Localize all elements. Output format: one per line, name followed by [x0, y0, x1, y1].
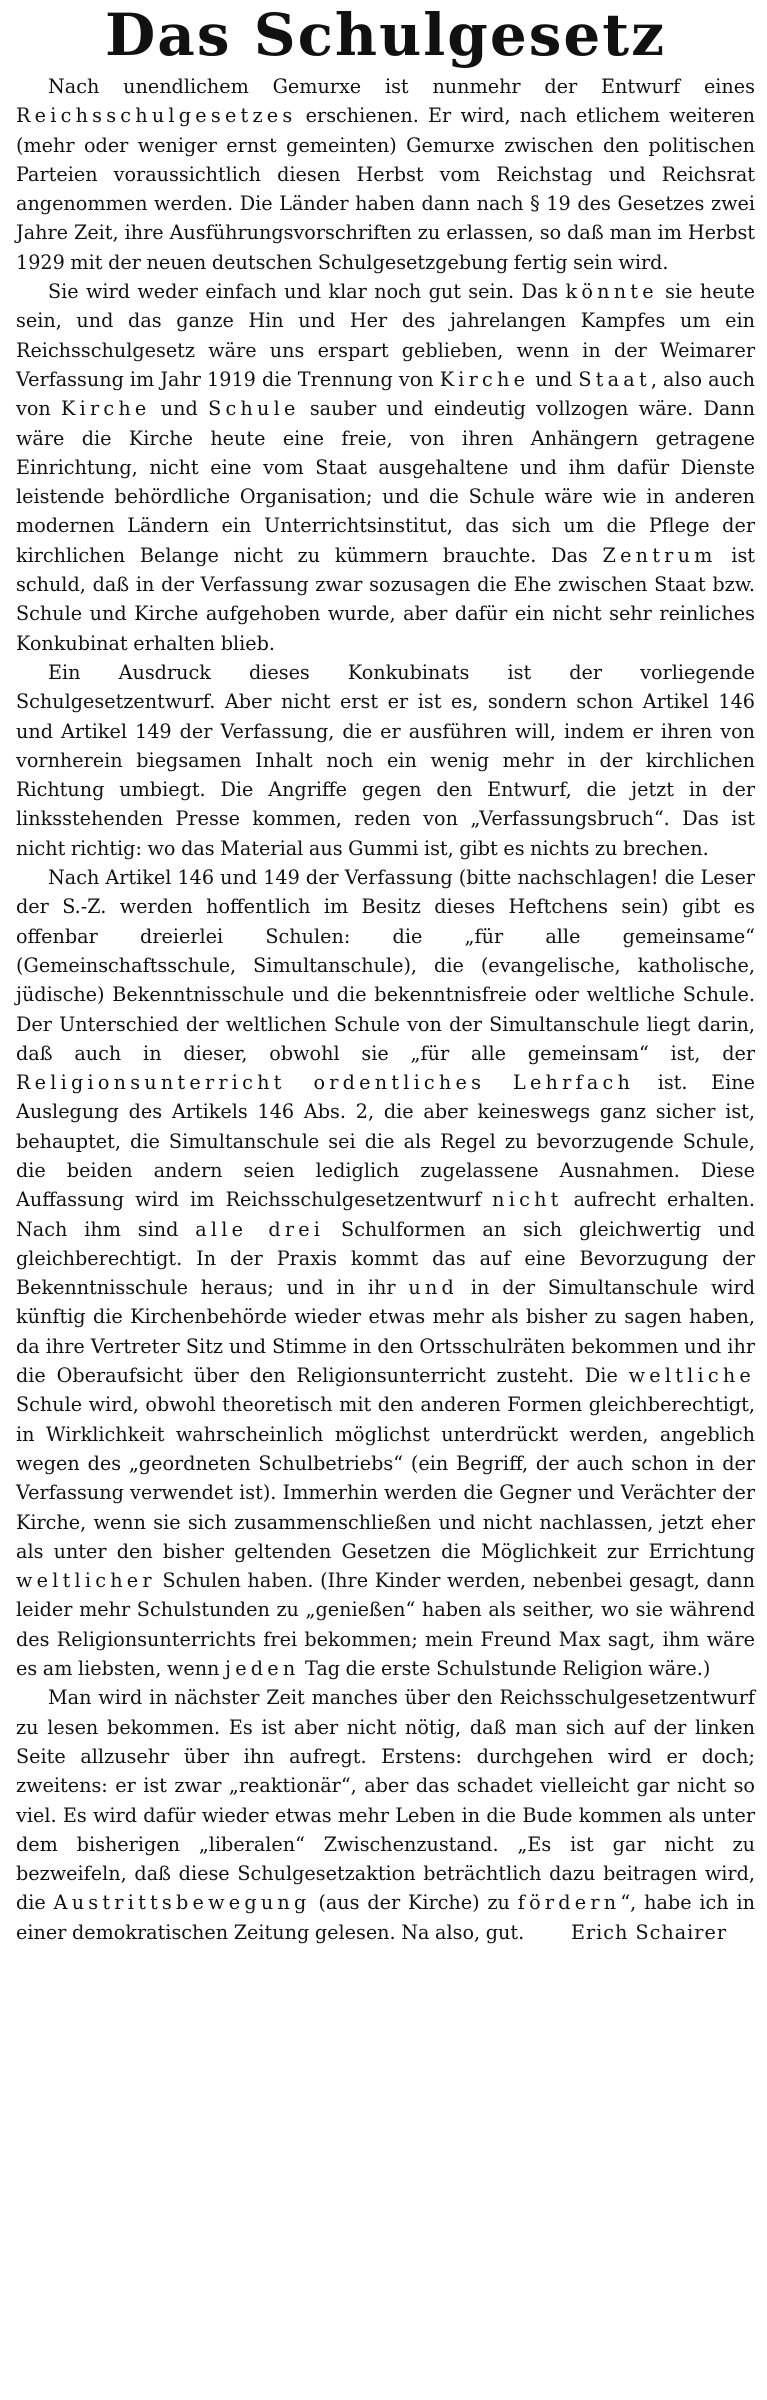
paragraph-text: Nach unendlichem Gemurxe ist nunmehr der Entwurf eines — [48, 75, 755, 98]
paragraph-text: , also auch von — [16, 367, 755, 421]
article-headline: Das Schulgesetz — [104, 1, 667, 69]
spaced-emphasis: alle drei — [195, 1217, 325, 1241]
article-paragraph — [16, 658, 755, 863]
spaced-emphasis: und — [408, 1276, 459, 1300]
article-paragraph — [16, 863, 755, 1683]
paragraph-text: Tag die erste Schulstunde Religion wäre.) — [299, 1657, 711, 1681]
spaced-emphasis: jeden — [225, 1657, 300, 1681]
spaced-emphasis: Staat — [578, 367, 651, 391]
paragraph-text: aufrecht erhalten. Nach ihm sind — [16, 1188, 755, 1241]
paragraph-text: Nach Artikel 146 und 149 der Verfassung (bitte nachschlagen! die Leser der S.-Z. werden hoffentlich im Besitz dieses Heftchens sein) gibt es offenbar dreierlei Schulen: die „für alle gemeinsame“ (Gemeinschaftsschule, Simultanschule), die (evangelische, katholische, jüdische) Bekenntnisschule und die bekenntnisfreie oder weltliche Schule. Der Unterschied der weltlichen Schule von der Simultanschule liegt darin, daß auch in dieser, obwohl sie „für alle gemeinsam“ ist, der — [16, 866, 755, 1065]
paragraph-text: (aus der Kirche) zu — [310, 1891, 518, 1915]
spaced-emphasis: Religionsunterricht ordentliches Lehrfach — [16, 1071, 635, 1095]
author-byline: Erich Schairer — [570, 1921, 727, 1944]
spaced-emphasis: Zentrum — [602, 543, 717, 567]
paragraph-text: Man wird in nächster Zeit manches über den Reichsschulgesetzentwurf zu lesen bekommen. Es ist aber nicht nötig, daß man sich auf der linken Seite allzusehr über ihn aufregt. Erstens: durchgehen wird er doch; zweitens: er ist zwar „reaktionär“, aber das schadet vielleicht gar nicht so viel. Es wird dafür wieder etwas mehr Leben in die Bude kommen als unter dem bisherigen „liberalen“ Zwischenzustand. „Es ist gar nicht zu bezweifeln, daß diese Schulgesetzaktion beträchtlich dazu beitragen wird, die — [16, 1686, 755, 1915]
spaced-emphasis: weltliche — [628, 1364, 755, 1388]
paragraph-text: Ein Ausdruck dieses Konkubinats ist der vorliegende Schulgesetzentwurf. Aber nicht erst er ist es, sondern schon Artikel 146 und Artikel 149 der Verfassung, die er ausführen will, indem er ihren von vornherein biegsamen Inhalt noch ein wenig mehr in der kirchlichen Richtung umbiegt. Die Angriffe gegen den Entwurf, die jetzt in der linksstehenden Presse kommen, reden von „Verfassungsbruch“. Das ist nicht richtig: wo das Material aus Gummi ist, gibt es nichts zu brechen. — [16, 660, 755, 860]
spaced-emphasis: Kirche — [439, 367, 530, 391]
article-body — [16, 72, 755, 1947]
article-paragraph — [16, 1683, 755, 1947]
paragraph-text: ist schuld, daß in der Verfassung zwar sozusagen die Ehe zwischen Staat bzw. Schule und Kirche aufgehoben wurde, aber dafür ein nicht sehr reinliches Konkubinat erhalten blieb. — [16, 543, 756, 655]
spaced-emphasis: nicht — [492, 1188, 563, 1212]
spaced-emphasis: könnte — [565, 280, 658, 304]
article-paragraph — [16, 72, 755, 277]
paragraph-text: Schulen haben. (Ihre Kinder werden, nebenbei gesagt, dann leider mehr Schulstunden zu „genießen“ haben als seither, wo sie während des Religionsunterrichts frei bekommen; mein Freund Max sagt, ihm wäre es am liebsten, wenn — [16, 1569, 755, 1681]
paragraph-text: Sie wird weder einfach und klar noch gut sein. Das — [48, 280, 566, 304]
spaced-emphasis: weltlicher — [16, 1569, 156, 1593]
spaced-emphasis: Reichsschulgesetzes — [16, 104, 297, 128]
paragraph-text: sauber und eindeutig vollzogen wäre. Dann wäre die Kirche heute eine freie, von ihren Anhängern getragene Einrichtung, nicht eine vom Staat ausgehaltene und ihm dafür Dienste leistende behördliche Organisation; und die Schule wäre wie in anderen modernen Ländern ein Unterrichtsinstitut, das sich um die Pflege der kirchlichen Belange nicht zu kümmern brauchte. Das — [16, 397, 756, 567]
paragraph-text: und — [529, 367, 579, 391]
paragraph-text: ist. Eine Auslegung des Artikels 146 Abs. 2, die aber keineswegs ganz sicher ist, behauptet, die Simultanschule sei die als Regel zu bevorzugende Schule, die beiden andern seien lediglich zugelassene Ausnahmen. Diese Auffassung wird im Reichsschulgesetzentwurf — [16, 1071, 755, 1212]
paragraph-text: “, habe ich in einer demokratischen Zeitung gelesen. Na also, gut. — [16, 1891, 755, 1944]
article-paragraph — [16, 277, 755, 658]
paragraph-text: erschienen. Er wird, nach etlichem weiteren (mehr oder weniger ernst gemeinten) Gemurxe zwischen den politischen Parteien voraussichtlich diesen Herbst vom Reichstag und Reichsrat angenommen werden. Die Länder haben dann nach § 19 des Gesetzes zwei Jahre Zeit, ihre Ausführungsvorschriften zu erlassen, so daß man im Herbst 1929 mit der neuen deutschen Schulgesetzgebung fertig sein wird. — [16, 104, 755, 274]
paragraph-text: in der Simultanschule wird künftig die Kirchenbehörde wieder etwas mehr als bisher zu sagen haben, da ihre Vertreter Sitz und Stimme in den Ortsschulräten bekommen und ihr die Oberaufsicht über den Religionsunterricht zusteht. Die — [16, 1276, 755, 1388]
paragraph-text: sie heute sein, und das ganze Hin und Her des jahrelangen Kampfes um ein Reichsschulgesetz wäre uns erspart geblieben, wenn in der Weimarer Verfassung im Jahr 1919 die Trennung von — [16, 280, 755, 391]
paragraph-text: Schulformen an sich gleichwertig und gleichberechtigt. In der Praxis kommt das auf eine Bevorzugung der Bekenntnisschule heraus; und in ihr — [16, 1217, 755, 1300]
paragraph-text: und — [150, 397, 209, 421]
spaced-emphasis: Kirche — [61, 397, 151, 421]
spaced-emphasis: Austrittsbewegung — [53, 1891, 311, 1915]
spaced-emphasis: Schule — [208, 397, 300, 421]
paragraph-text: Schule wird, obwohl theoretisch mit den anderen Formen gleichberechtigt, in Wirklichkeit wahrscheinlich möglichst unterdrückt werden, angeblich wegen des „geordneten Schulbetriebs“ (ein Begriff, der auch schon in der Verfassung verwendet ist). Immerhin werden die Gegner und Verächter der Kirche, wenn sie sich zusammenschließen und nicht nachlassen, jetzt eher als unter den bisher geltenden Gesetzen die Möglichkeit zur Errichtung — [16, 1393, 755, 1563]
spaced-emphasis: fördern — [517, 1891, 621, 1915]
